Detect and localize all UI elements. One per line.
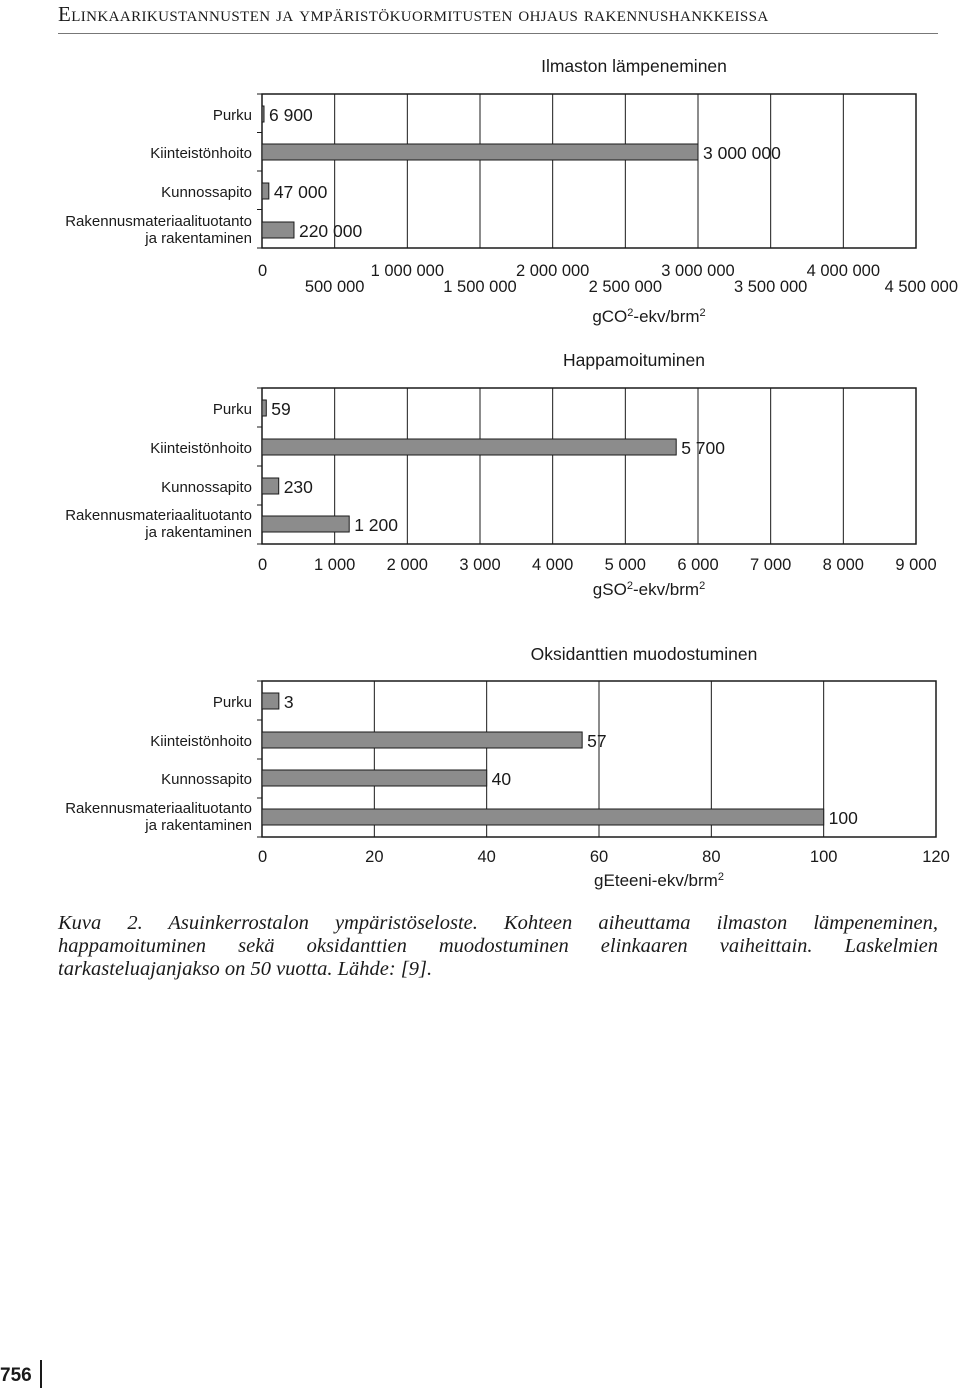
chart-1-tick-label: 1 000 000	[370, 262, 445, 280]
chart-1-data-label: 220 000	[298, 221, 363, 241]
chart-2-tick-label: 2 000	[386, 556, 428, 574]
chart-2-bar	[262, 478, 279, 494]
page-number-bar	[40, 1360, 42, 1388]
chart-3-category-label: Kunnossapito	[161, 771, 252, 788]
figure-caption: Kuva 2. Asuinkerrostalon ympäristöseloste. Kohteen aiheuttama ilmaston lämpeneminen, happamoituminen sekä oksidanttien muodostuminen elinkaaren vaiheittain. Laskelmien tarkasteluajanjakso on 50 vuotta. Lähde: [9].	[58, 912, 938, 980]
chart-1-tick-label: 500 000	[304, 278, 365, 296]
chart-3-tick-label: 80	[702, 848, 721, 866]
chart-2-bar	[262, 516, 349, 532]
chart-1-bar	[262, 144, 698, 160]
chart-2-data-label: 230	[283, 477, 313, 497]
chart-1-tick-label: 4 500 000	[884, 278, 958, 296]
chart-2-data-label: 1 200	[354, 515, 398, 535]
chart-1-data-label: 3 000 000	[703, 143, 781, 163]
chart-3-data-label: 100	[828, 808, 858, 828]
chart-2-tick-label: 1 000	[314, 556, 356, 574]
chart-2-title: Happamoituminen	[562, 350, 706, 370]
chart-2-x-axis-label: gSO$^2$-ekv/brm$^2$	[592, 580, 706, 599]
chart-1-tick-label: 2 500 000	[588, 278, 663, 296]
chart-3-tick-label: 120	[922, 848, 950, 866]
chart-2-tick-label: 6 000	[677, 556, 719, 574]
chart-2-tick-label: 0	[258, 556, 268, 574]
chart-2-tick-label: 5 000	[604, 556, 646, 574]
chart-3-data-label: 3	[283, 692, 294, 712]
chart-1-x-axis-label: gCO$^2$-ekv/brm$^2$	[592, 307, 706, 326]
chart-1-tick-label: 0	[258, 262, 268, 280]
chart-3-title: Oksidanttien muodostuminen	[530, 644, 758, 664]
running-head: Elinkaarikustannusten ja ympäristökuormitusten ohjaus rakennushankkeissa	[58, 2, 769, 26]
chart-1-bar	[262, 222, 294, 238]
chart-3-tick-label: 0	[258, 848, 268, 866]
chart-3-category-label: Kiinteistönhoito	[150, 733, 252, 750]
chart-3-data-label: 40	[491, 769, 512, 789]
chart-3-bar	[262, 693, 279, 709]
chart-1-title: Ilmaston lämpeneminen	[541, 56, 727, 76]
chart-1-data-label: 6 900	[269, 105, 313, 125]
chart-2-category-label: Kiinteistönhoito	[150, 440, 252, 457]
chart-3-tick-label: 100	[809, 848, 838, 866]
chart-2-tick-label: 3 000	[459, 556, 501, 574]
chart-1-tick-label: 2 000 000	[515, 262, 590, 280]
chart-3-category-label: ja rakentaminen	[145, 817, 252, 834]
chart-1-category-label: Rakennusmateriaalituotanto	[65, 213, 252, 230]
chart-2-category-label: ja rakentaminen	[145, 524, 252, 541]
chart-2-tick-label: 9 000	[895, 556, 937, 574]
chart-1-tick-label: 1 500 000	[443, 278, 517, 296]
chart-3-tick-label: 40	[477, 848, 496, 866]
chart-1-category-label: Purku	[212, 107, 252, 124]
chart-3-bar	[262, 809, 824, 825]
chart-3-tick-label: 60	[589, 848, 609, 866]
chart-3-data-label: 57	[587, 731, 607, 751]
chart-1-tick-label: 3 500 000	[733, 278, 808, 296]
chart-2-category-label: Kunnossapito	[161, 479, 252, 496]
chart-1-category-label: ja rakentaminen	[145, 230, 252, 247]
chart-2-category-label: Purku	[212, 401, 252, 418]
chart-2-category-label: Rakennusmateriaalituotanto	[65, 507, 252, 524]
chart-3-category-label: Rakennusmateriaalituotanto	[65, 800, 252, 817]
chart-1-category-label: Kiinteistönhoito	[150, 145, 252, 162]
chart-2-tick-label: 7 000	[750, 556, 792, 574]
chart-2-tick-label: 4 000	[532, 556, 574, 574]
chart-1-data-label: 47 000	[273, 182, 328, 202]
chart-1-bar	[262, 106, 264, 122]
chart-3-category-label: Purku	[212, 694, 252, 711]
chart-2-tick-label: 8 000	[822, 556, 864, 574]
chart-1-bar	[262, 183, 269, 199]
chart-3-bar	[262, 770, 487, 786]
page-number: 756	[0, 1365, 32, 1386]
chart-2-bar	[262, 439, 676, 455]
chart-1-tick-label: 3 000 000	[661, 262, 735, 280]
chart-2-data-label: 5 700	[681, 438, 725, 458]
chart-2-data-label: 59	[271, 399, 291, 419]
chart-3-x-axis-label: gEteeni-ekv/brm$^2$	[594, 871, 724, 890]
chart-3-bar	[262, 732, 582, 748]
chart-2-bar	[262, 400, 266, 416]
chart-1-tick-label: 4 000 000	[806, 262, 881, 280]
chart-3-tick-label: 20	[365, 848, 384, 866]
chart-1-category-label: Kunnossapito	[161, 184, 252, 201]
